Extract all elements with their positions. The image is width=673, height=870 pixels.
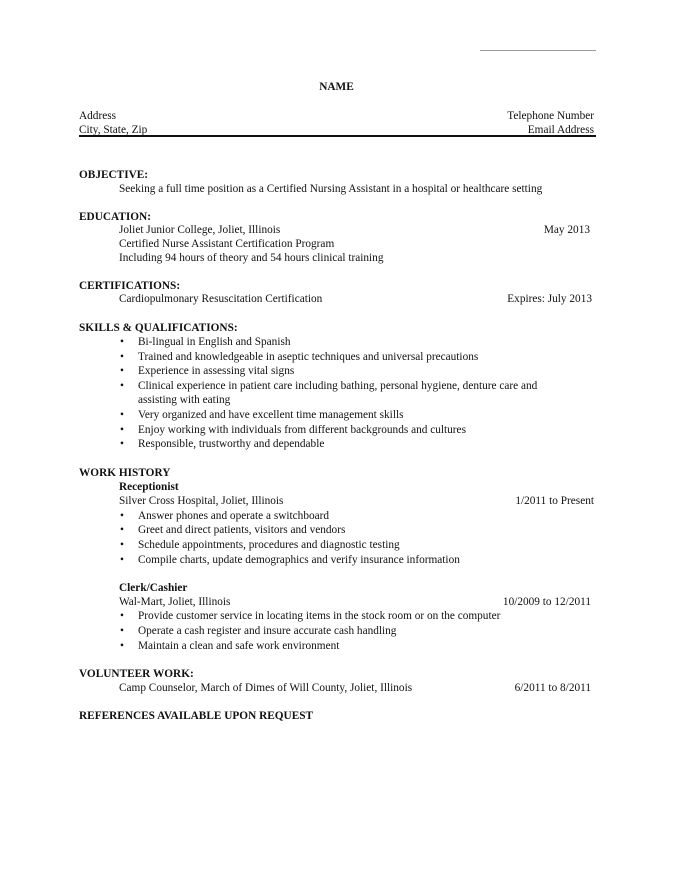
references-note: REFERENCES AVAILABLE UPON REQUEST <box>79 710 314 722</box>
volunteer-heading: VOLUNTEER WORK: <box>79 668 194 680</box>
education-heading: EDUCATION: <box>79 211 151 223</box>
list-item: • Answer phones and operate a switchboard <box>118 509 329 523</box>
page-title: NAME <box>319 81 354 93</box>
job-title: Clerk/Cashier <box>119 582 188 594</box>
job-employer: Silver Cross Hospital, Joliet, Illinois <box>119 495 284 507</box>
top-decorative-line <box>480 50 596 51</box>
work-history-heading: WORK HISTORY <box>79 467 171 479</box>
job-title: Receptionist <box>119 481 179 493</box>
list-item: • Trained and knowledgeable in aseptic techniques and universal precautions <box>118 350 478 364</box>
education-program: Certified Nurse Assistant Certification Program <box>119 238 335 250</box>
list-item: • Provide customer service in locating items in the stock room or on the computer <box>118 609 500 623</box>
list-item: • Very organized and have excellent time management skills <box>118 408 404 422</box>
volunteer-role: Camp Counselor, March of Dimes of Will County, Joliet, Illinois <box>119 682 413 694</box>
list-item: • Operate a cash register and insure accurate cash handling <box>118 624 396 638</box>
objective-text: Seeking a full time position as a Certified Nursing Assistant in a hospital or healthcare setting <box>119 183 543 195</box>
list-item: • Bi-lingual in English and Spanish <box>118 335 291 349</box>
list-item-continuation: assisting with eating <box>138 394 231 406</box>
certification-expires: Expires: July 2013 <box>507 293 592 305</box>
education-school: Joliet Junior College, Joliet, Illinois <box>119 224 281 236</box>
address-line: Address <box>79 110 117 122</box>
education-detail: Including 94 hours of theory and 54 hours clinical training <box>119 252 384 264</box>
certifications-heading: CERTIFICATIONS: <box>79 280 181 292</box>
job-dates: 1/2011 to Present <box>515 495 594 507</box>
skills-heading: SKILLS & QUALIFICATIONS: <box>79 322 238 334</box>
telephone-line: Telephone Number <box>507 110 594 122</box>
education-date: May 2013 <box>543 224 590 236</box>
list-item: • Responsible, trustworthy and dependable <box>118 437 324 451</box>
list-item: • Maintain a clean and safe work environment <box>118 639 339 653</box>
objective-heading: OBJECTIVE: <box>79 169 149 181</box>
list-item: • Compile charts, update demographics and verify insurance information <box>118 553 460 567</box>
city-state-zip-line: City, State, Zip <box>79 124 148 136</box>
job-employer: Wal-Mart, Joliet, Illinois <box>119 596 231 608</box>
job-dates: 10/2009 to 12/2011 <box>502 596 591 608</box>
list-item: • Greet and direct patients, visitors and vendors <box>118 523 345 537</box>
list-item: • Experience in assessing vital signs <box>118 364 294 378</box>
list-item: • Clinical experience in patient care including bathing, personal hygiene, denture care and <box>118 379 537 393</box>
certification-name: Cardiopulmonary Resuscitation Certification <box>119 293 323 305</box>
header-divider <box>79 135 596 137</box>
volunteer-dates: 6/2011 to 8/2011 <box>514 682 591 694</box>
list-item: • Schedule appointments, procedures and diagnostic testing <box>118 538 400 552</box>
email-line: Email Address <box>527 124 594 136</box>
list-item: • Enjoy working with individuals from different backgrounds and cultures <box>118 423 466 437</box>
